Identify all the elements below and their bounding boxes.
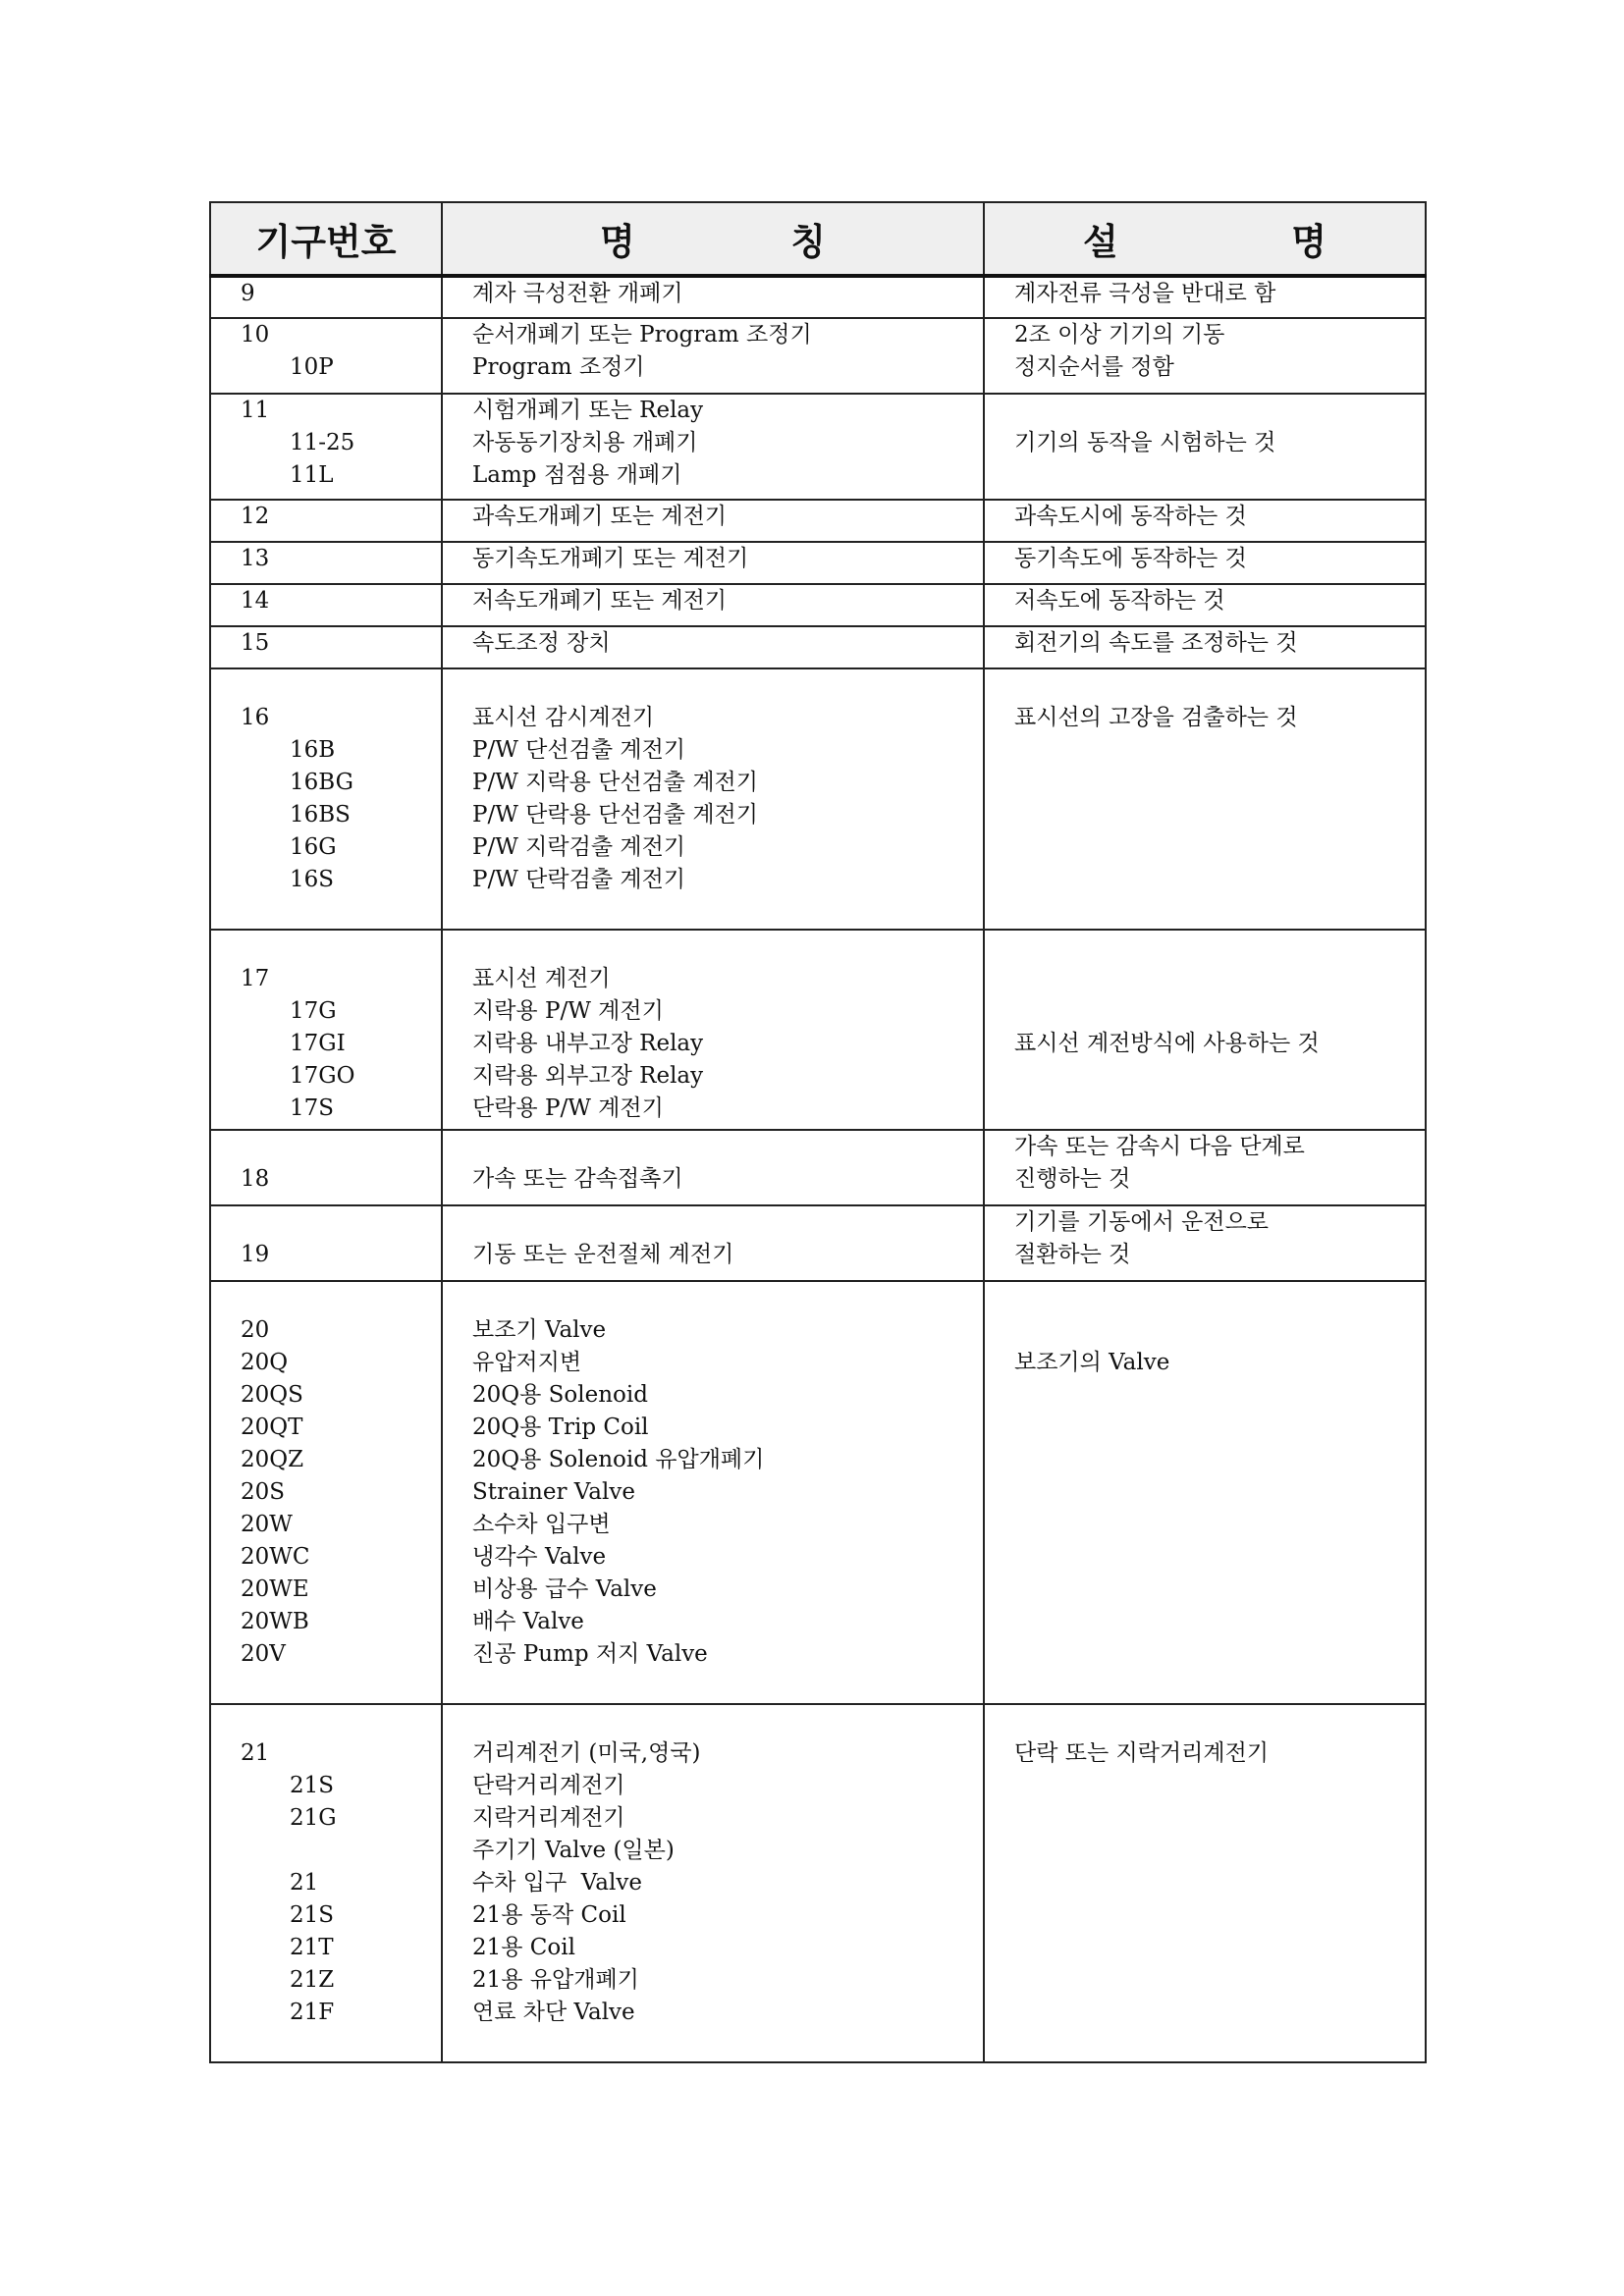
device-name: 동기속도개폐기 또는 계전기 (472, 546, 749, 571)
device-number-cell (210, 1704, 442, 2062)
device-name: 21용 Coil (472, 1935, 575, 1960)
device-description (985, 395, 1425, 427)
device-name: 저속도개폐기 또는 계전기 (472, 588, 728, 614)
device-number: 17S (290, 1095, 335, 1121)
device-description (985, 995, 1425, 1028)
device-description: 2조 이상 기기의 기동 (1014, 322, 1225, 347)
device-name: P/W 단선검출 계전기 (472, 737, 686, 763)
header-device-number (210, 202, 442, 276)
device-number: 9 (241, 281, 255, 306)
device-number: 16G (290, 834, 337, 860)
device-name: 순서개폐기 또는 Program 조정기 (472, 322, 812, 347)
device-description-cell (984, 318, 1426, 394)
device-number-cell (210, 668, 442, 930)
device-number-cell (210, 276, 442, 318)
table-row (210, 1130, 1426, 1205)
device-number: 19 (241, 1242, 270, 1267)
device-description (985, 931, 1425, 963)
device-name: 21용 유압개폐기 (472, 1967, 639, 1993)
device-description: 과속도시에 동작하는 것 (1014, 504, 1247, 529)
device-name: 단락용 P/W 계전기 (472, 1095, 664, 1121)
device-description-cell (984, 584, 1426, 626)
device-name-cell (442, 1281, 984, 1704)
device-name: 지락용 P/W 계전기 (472, 998, 664, 1024)
device-number (211, 1131, 441, 1163)
device-number: 11-25 (290, 430, 355, 455)
device-number (211, 931, 441, 963)
device-name: 가속 또는 감속접촉기 (472, 1166, 683, 1192)
device-number: 21S (290, 1902, 335, 1928)
device-number (211, 896, 441, 929)
device-description-cell (984, 276, 1426, 318)
device-name-cell (442, 668, 984, 930)
device-name-cell (442, 626, 984, 668)
device-number: 21 (290, 1870, 319, 1896)
device-number: 17GO (290, 1063, 355, 1089)
device-number: 11L (290, 462, 334, 488)
device-number: 20WE (241, 1576, 309, 1602)
device-number: 17 (241, 966, 270, 991)
table-row (210, 394, 1426, 500)
header-device-number-label: 기구번호 (255, 221, 397, 263)
device-name: 배수 Valve (472, 1609, 584, 1634)
device-number: 10P (290, 354, 334, 380)
device-name: 보조기 Valve (472, 1317, 607, 1343)
device-number: 21Z (290, 1967, 335, 1993)
header-description-char-1: 설 (1083, 221, 1118, 263)
device-name-cell (442, 930, 984, 1130)
device-description: 가속 또는 감속시 다음 단계로 (1014, 1134, 1305, 1159)
device-description (985, 1282, 1425, 1314)
device-number (211, 2029, 441, 2061)
device-name: 자동동기장치용 개폐기 (472, 430, 698, 455)
device-number: 20 (241, 1317, 270, 1343)
table-row (210, 930, 1426, 1130)
device-name (443, 669, 983, 702)
device-number (211, 1206, 441, 1239)
device-number: 17GI (290, 1031, 346, 1056)
device-number: 21T (290, 1935, 334, 1960)
device-description: 기기를 기동에서 운전으로 (1014, 1209, 1270, 1235)
device-number (211, 1835, 441, 1867)
device-number-cell (210, 542, 442, 584)
device-name: 과속도개폐기 또는 계전기 (472, 504, 728, 529)
table-row (210, 542, 1426, 584)
device-description-cell (984, 394, 1426, 500)
device-name: 지락용 내부고장 Relay (472, 1031, 704, 1056)
device-name: 20Q용 Trip Coil (472, 1415, 649, 1440)
device-description: 표시선의 고장을 검출하는 것 (1014, 705, 1298, 730)
device-description: 계자전류 극성을 반대로 함 (1014, 281, 1276, 306)
device-name: 거리계전기 (미국,영국) (472, 1740, 701, 1766)
device-name: 지락용 외부고장 Relay (472, 1063, 704, 1089)
device-name-cell (442, 542, 984, 584)
table-row (210, 1281, 1426, 1704)
device-description: 기기의 동작을 시험하는 것 (1014, 430, 1276, 455)
device-name-cell (442, 1130, 984, 1205)
device-description: 표시선 계전방식에 사용하는 것 (1014, 1031, 1320, 1056)
device-number: 15 (241, 630, 270, 656)
table-row (210, 1205, 1426, 1281)
device-number: 21F (290, 2000, 335, 2025)
device-description-cell (984, 626, 1426, 668)
device-name: 21용 동작 Coil (472, 1902, 626, 1928)
table-row (210, 276, 1426, 318)
device-number: 20V (241, 1641, 286, 1667)
device-name: 수차 입구 Valve (472, 1870, 642, 1896)
device-name: 20Q용 Solenoid (472, 1382, 648, 1408)
table-row (210, 584, 1426, 626)
device-name-cell (442, 394, 984, 500)
device-number: 21G (290, 1805, 337, 1831)
device-number: 20QZ (241, 1447, 304, 1472)
device-name: 계자 극성전환 개폐기 (472, 281, 683, 306)
device-number: 20WB (241, 1609, 309, 1634)
device-name: P/W 지락검출 계전기 (472, 834, 686, 860)
device-number: 14 (241, 588, 270, 614)
device-name-cell (442, 1205, 984, 1281)
device-number-cell (210, 318, 442, 394)
device-description-cell (984, 1704, 1426, 2062)
device-number (211, 669, 441, 702)
header-description (984, 202, 1426, 276)
device-description: 저속도에 동작하는 것 (1014, 588, 1225, 614)
device-name-cell (442, 1704, 984, 2062)
device-name: 기동 또는 운전절체 계전기 (472, 1242, 734, 1267)
device-number: 12 (241, 504, 270, 529)
header-name-char-1: 명 (600, 221, 635, 263)
device-number: 20WC (241, 1544, 310, 1570)
device-name: 20Q용 Solenoid 유압개폐기 (472, 1447, 765, 1472)
device-name: 지락거리계전기 (472, 1805, 625, 1831)
device-name-cell (442, 318, 984, 394)
device-name (443, 931, 983, 963)
device-description-cell (984, 542, 1426, 584)
table-row (210, 500, 1426, 542)
device-description-cell (984, 1281, 1426, 1704)
device-number-table (209, 201, 1427, 2063)
device-name: 주기기 Valve (일본) (472, 1838, 675, 1863)
table-row (210, 668, 1426, 930)
device-name (443, 1206, 983, 1239)
table-header-row (210, 202, 1426, 276)
device-number: 11 (241, 398, 270, 423)
device-number: 21 (241, 1740, 270, 1766)
device-description-cell (984, 500, 1426, 542)
table-row (210, 1704, 1426, 2062)
device-description: 정지순서를 정함 (1014, 354, 1174, 380)
device-name: 진공 Pump 저지 Valve (472, 1641, 708, 1667)
device-name: 속도조정 장치 (472, 630, 611, 656)
device-number: 16S (290, 867, 335, 892)
device-name: 비상용 급수 Valve (472, 1576, 657, 1602)
device-description (985, 963, 1425, 995)
device-name: 소수차 입구변 (472, 1512, 611, 1537)
device-number: 20QT (241, 1415, 303, 1440)
device-description: 회전기의 속도를 조정하는 것 (1014, 630, 1298, 656)
header-description-char-2: 명 (1291, 221, 1326, 263)
device-name-cell (442, 500, 984, 542)
device-number: 20W (241, 1512, 293, 1537)
device-number-cell (210, 394, 442, 500)
device-description (985, 669, 1425, 702)
device-number: 10 (241, 322, 270, 347)
device-name: 표시선 계전기 (472, 966, 611, 991)
device-description: 진행하는 것 (1014, 1166, 1131, 1192)
table-row (210, 626, 1426, 668)
device-number-cell (210, 626, 442, 668)
device-name: Strainer Valve (472, 1479, 635, 1505)
device-name: Program 조정기 (472, 354, 645, 380)
device-description (985, 1314, 1425, 1347)
device-description (985, 1705, 1425, 1737)
device-number-cell (210, 930, 442, 1130)
device-description-cell (984, 1205, 1426, 1281)
device-name: P/W 단락검출 계전기 (472, 867, 686, 892)
device-number-cell (210, 500, 442, 542)
device-name: P/W 지락용 단선검출 계전기 (472, 770, 758, 795)
device-name: Lamp 점점용 개폐기 (472, 462, 682, 488)
device-number: 16 (241, 705, 270, 730)
table-body (210, 276, 1426, 2062)
device-number: 21S (290, 1773, 335, 1798)
device-name (443, 1705, 983, 1737)
table-row (210, 318, 1426, 394)
device-name-cell (442, 276, 984, 318)
device-description-cell (984, 668, 1426, 930)
device-name (443, 1131, 983, 1163)
device-number-cell (210, 584, 442, 626)
device-number-cell (210, 1281, 442, 1704)
device-number-cell (210, 1205, 442, 1281)
device-number (211, 1671, 441, 1703)
device-name: 연료 차단 Valve (472, 2000, 635, 2025)
device-number: 16BS (290, 802, 351, 828)
device-number: 18 (241, 1166, 270, 1192)
device-name: 표시선 감시계전기 (472, 705, 655, 730)
device-number: 20QS (241, 1382, 303, 1408)
device-number: 20Q (241, 1350, 289, 1375)
device-number: 16B (290, 737, 336, 763)
device-number (211, 1282, 441, 1314)
device-number: 16BG (290, 770, 353, 795)
device-name: 시험개폐기 또는 Relay (472, 398, 704, 423)
device-number: 13 (241, 546, 270, 571)
device-description: 동기속도에 동작하는 것 (1014, 546, 1247, 571)
device-number: 17G (290, 998, 337, 1024)
device-description-cell (984, 930, 1426, 1130)
header-name-char-2: 칭 (790, 221, 826, 263)
device-description-cell (984, 1130, 1426, 1205)
device-name (443, 1282, 983, 1314)
device-number: 20S (241, 1479, 286, 1505)
device-name: P/W 단락용 단선검출 계전기 (472, 802, 758, 828)
device-number (211, 1705, 441, 1737)
device-name: 유압저지변 (472, 1350, 582, 1375)
device-name-cell (442, 584, 984, 626)
device-description: 절환하는 것 (1014, 1242, 1131, 1267)
device-name: 단락거리계전기 (472, 1773, 625, 1798)
device-description: 보조기의 Valve (1014, 1350, 1170, 1375)
device-name: 냉각수 Valve (472, 1544, 607, 1570)
device-number-cell (210, 1130, 442, 1205)
header-name (442, 202, 984, 276)
device-description: 단락 또는 지락거리계전기 (1014, 1740, 1270, 1766)
